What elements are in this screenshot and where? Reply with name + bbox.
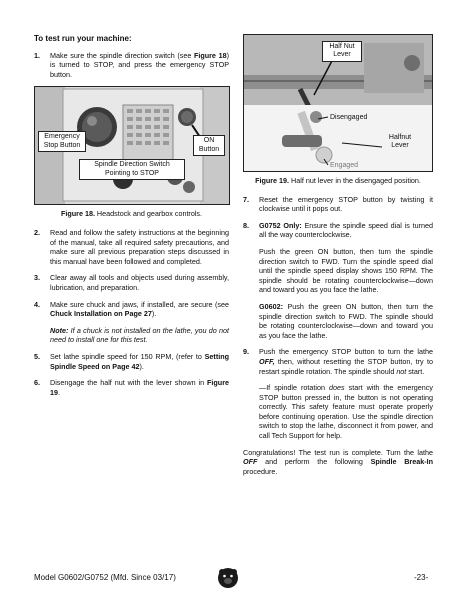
- callout-on-button: ON Button: [193, 135, 225, 156]
- step-number: 4.: [34, 299, 40, 309]
- step-text: then, without resetting the STOP button, try to restart spindle rotation. The spindle should: [259, 356, 433, 376]
- chuck-note: [50, 326, 229, 345]
- right-column: [243, 34, 433, 483]
- step-text: Push the green ON button, then turn the spindle direction switch to FWD. The spindle should be rotating counterclockwise—down and toward you as you face the lathe.: [259, 301, 433, 340]
- emphasis-off: OFF,: [259, 356, 275, 366]
- step-number: 3.: [34, 273, 40, 283]
- figure-reference: Figure 18: [193, 50, 227, 60]
- step-3: [34, 273, 229, 292]
- warning-text: —If spindle rotation: [259, 383, 329, 393]
- step-number: 2.: [34, 227, 40, 237]
- callout-halfnut-lever: Halfnut Lever: [388, 134, 412, 150]
- caption-label: Figure 18.: [60, 209, 95, 219]
- step-text: Disengage the half nut with the lever shown in: [50, 378, 208, 388]
- step-text: ).: [139, 361, 144, 371]
- footer-model: Model G0602/G0752 (Mfd. Since 03/17): [34, 573, 176, 582]
- figure-19-caption: [243, 176, 433, 186]
- procedure-reference: Spindle Break-In: [370, 457, 433, 467]
- caption-label: Figure 19.: [255, 176, 290, 185]
- bear-logo-icon: [217, 567, 239, 589]
- step-number: 9.: [243, 347, 249, 357]
- step-text: ) is turned to STOP, and press the emergency STOP button.: [50, 50, 229, 79]
- model-label: G0602:: [259, 301, 283, 311]
- callout-engaged: Engaged: [330, 162, 359, 169]
- figure-18-photo: [34, 86, 230, 205]
- callout-disengaged: Disengaged: [330, 114, 368, 121]
- step-4: [34, 300, 229, 319]
- step-number: 6.: [34, 378, 40, 388]
- step-9: [243, 347, 433, 376]
- page-reference: Setting Spindle Speed on Page 42: [50, 351, 229, 371]
- step-1: [34, 51, 229, 80]
- step-7: [243, 195, 433, 214]
- section-heading: To test run your machine:: [34, 34, 132, 43]
- page-number: -23-: [414, 573, 429, 582]
- step-number: 8.: [243, 220, 249, 230]
- note-text: If a chuck is not installed on the lathe, you do not need to install one for this test.: [50, 325, 229, 345]
- g0602-paragraph: [259, 302, 433, 340]
- model-label: G0752 Only:: [259, 220, 302, 230]
- callout-half-nut-lever: Half Nut Lever: [322, 41, 362, 62]
- step-9-warning: [259, 383, 433, 441]
- step-6: [34, 378, 229, 397]
- emphasis-not: not: [396, 366, 407, 376]
- figure-reference: Figure 19: [50, 378, 229, 397]
- page-reference: Chuck Installation on Page 27: [50, 309, 152, 319]
- figure-18-caption: [34, 209, 229, 219]
- final-text: procedure.: [243, 466, 278, 476]
- final-paragraph: [243, 448, 433, 477]
- step-5: [34, 352, 229, 371]
- emphasis-off: OFF: [243, 457, 258, 467]
- step-text: Make sure the spindle direction switch (see: [50, 50, 194, 60]
- step-number: 5.: [34, 351, 40, 361]
- emphasis-does: does: [329, 383, 345, 393]
- step-text: start.: [406, 366, 425, 376]
- step-8-paragraph: Push the green ON button, then turn the spindle direction switch to FWD. Turn the spindle speed dial until the spindle speed display shows 150 RPM. The spindle should be rotating counterclockwise—down and toward you as you face the lathe.: [259, 246, 433, 295]
- step-text: Clear away all tools and objects used during assembly, lubrication, and preparation.: [50, 273, 229, 292]
- final-text: Congratulations! The test run is complete. Turn the lathe: [243, 447, 433, 457]
- step-8: [243, 221, 433, 240]
- step-text: Ensure the spindle speed dial is turned all the way counterclockwise.: [259, 220, 433, 240]
- step-text: Reset the emergency STOP button by twisting it clockwise until it pops out.: [259, 194, 433, 214]
- warning-text: start with the emergency STOP button pressed in, the button is not operating correctly. This safety feature must operate properly before continuing operation. Use the spindle direction switch to stop the lathe, disconnect it from power, and call Tech Support for help.: [259, 383, 433, 441]
- step-text: .: [58, 387, 60, 397]
- figure-19-photo: [243, 34, 433, 172]
- step-text: Make sure chuck and jaws, if installed, are secure (see: [50, 299, 229, 309]
- caption-text: Half nut lever in the disengaged position.: [289, 176, 421, 185]
- step-2: [34, 228, 229, 266]
- step-text: Push the emergency STOP button to turn the lathe: [259, 347, 433, 357]
- step-text: Read and follow the safety instructions at the beginning of the manual, take all required safety precautions, and make sure all previous preparation steps discussed in this manual have been followed and completed.: [50, 227, 229, 266]
- step-number: 7.: [243, 194, 249, 204]
- callout-emergency-stop: Emergency Stop Button: [38, 131, 86, 152]
- final-text: and perform the following: [257, 457, 371, 467]
- caption-text: Headstock and gearbox controls.: [94, 209, 203, 219]
- step-text: ).: [151, 309, 157, 319]
- callout-spindle-direction: Spindle Direction Switch Pointing to STOP: [79, 159, 185, 180]
- note-label: Note:: [50, 325, 69, 335]
- step-number: 1.: [34, 50, 40, 60]
- left-column: [34, 34, 229, 404]
- step-text: Set lathe spindle speed for 150 RPM, (refer to: [50, 351, 205, 361]
